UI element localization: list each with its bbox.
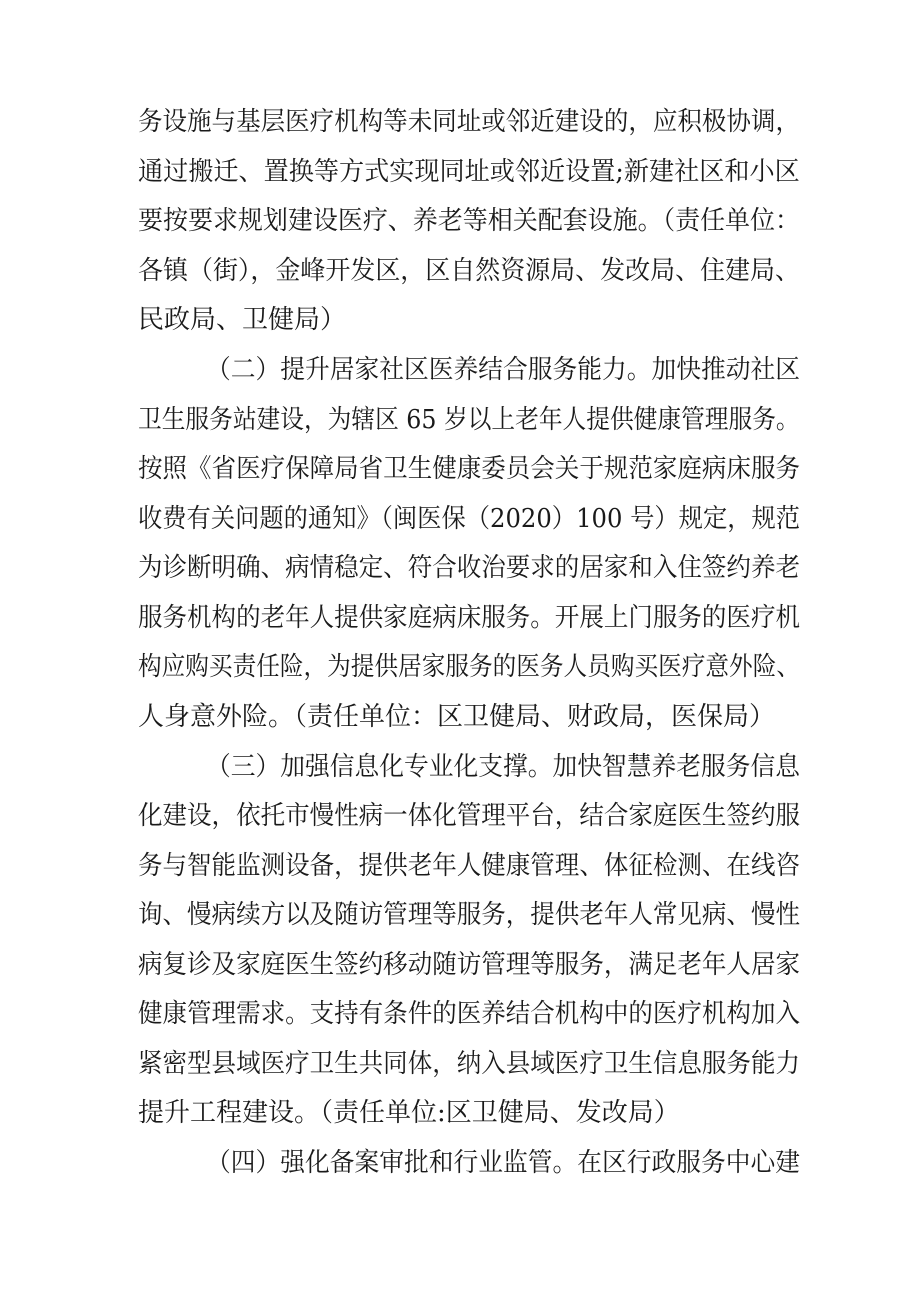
paragraph-3-line-2: 化建设，依托市慢性病一体化管理平台，结合家庭医生签约服 — [138, 801, 801, 831]
paragraph-1-line-4: 各镇（街），金峰开发区，区自然资源局、发改局、住建局、 — [138, 256, 801, 286]
paragraph-2-line-4: 收费有关问题的通知》（闽医保（2020）100 号）规定，规范 — [138, 504, 801, 534]
paragraph-2-line-8: 人身意外险。（责任单位：区卫健局、财政局，医保局） — [138, 702, 776, 732]
paragraph-1-line-5: 民政局、卫健局） — [138, 305, 347, 335]
paragraph-3-line-5: 病复诊及家庭医生签约移动随访管理等服务，满足老年人居家 — [138, 950, 801, 980]
paragraph-4-line-1: （四）强化备案审批和行业监管。在区行政服务中心建 — [206, 1148, 801, 1178]
paragraph-3-line-1: （三）加强信息化专业化支撑。加快智慧养老服务信息 — [206, 752, 801, 782]
paragraph-3-line-8: 提升工程建设。（责任单位:区卫健局、发改局） — [138, 1098, 680, 1128]
paragraph-2-line-5: 为诊断明确、病情稳定、符合收治要求的居家和入住签约养老 — [138, 553, 801, 583]
paragraph-3-line-6: 健康管理需求。支持有条件的医养结合机构中的医疗机构加入 — [138, 999, 801, 1029]
paragraph-1-line-1: 务设施与基层医疗机构等未同址或邻近建设的，应积极协调， — [138, 107, 801, 137]
paragraph-2-line-1: （二）提升居家社区医养结合服务能力。加快推动社区 — [206, 355, 801, 385]
paragraph-1-line-3: 要按要求规划建设医疗、养老等相关配套设施。（责任单位： — [138, 206, 801, 236]
paragraph-2-line-3: 按照《省医疗保障局省卫生健康委员会关于规范家庭病床服务 — [138, 454, 801, 484]
paragraph-3-line-4: 询、慢病续方以及随访管理等服务，提供老年人常见病、慢性 — [138, 900, 801, 930]
paragraph-3-line-3: 务与智能监测设备，提供老年人健康管理、体征检测、在线咨 — [138, 851, 801, 881]
paragraph-2-line-7: 构应购买责任险，为提供居家服务的医务人员购买医疗意外险、 — [138, 652, 800, 682]
paragraph-1-line-2: 通过搬迁、置换等方式实现同址或邻近设置;新建社区和小区 — [138, 157, 800, 187]
paragraph-3-line-7: 紧密型县域医疗卫生共同体，纳入县域医疗卫生信息服务能力 — [138, 1049, 801, 1079]
paragraph-2-line-2: 卫生服务站建设，为辖区 65 岁以上老年人提供健康管理服务。 — [138, 405, 800, 435]
paragraph-2-line-6: 服务机构的老年人提供家庭病床服务。开展上门服务的医疗机 — [138, 603, 801, 633]
